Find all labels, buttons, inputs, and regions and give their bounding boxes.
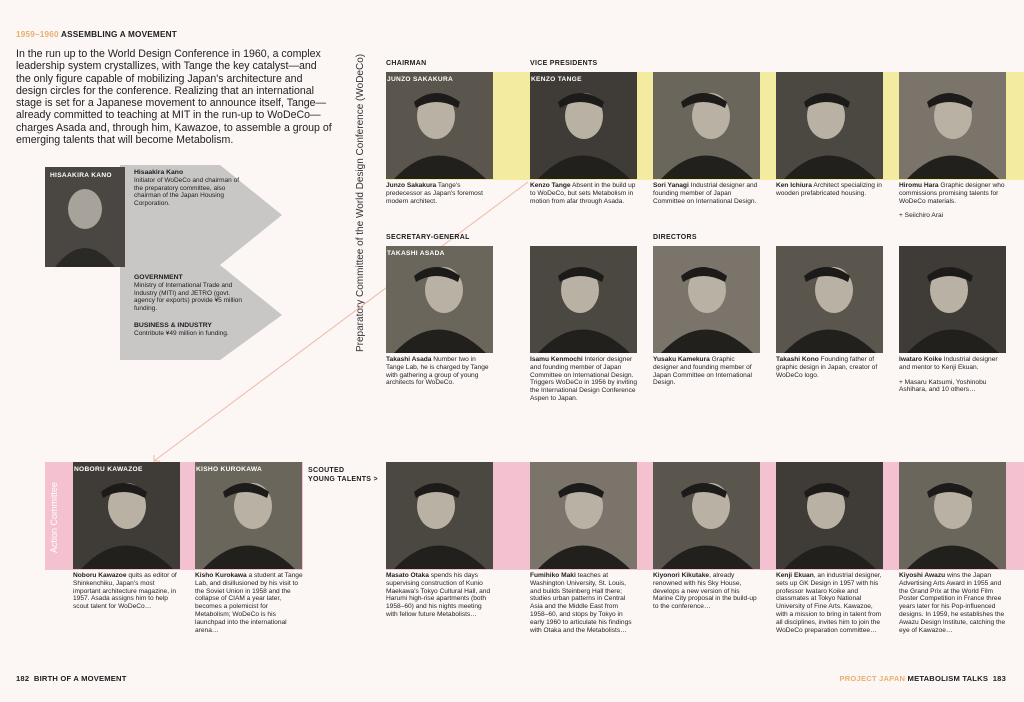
caption-row2-4 <box>899 356 1007 394</box>
business-title: BUSINESS & INDUSTRY <box>134 322 212 329</box>
caption-row1-4 <box>899 182 1007 220</box>
caption-text: teaches at Washington University, St. Louis, and builds Steinberg Hall there; studies urban patterns in Central Asia and the Middle East from 1958–60, and stops by Tokyo in early 1960 to articulate his findings with Otaka and the Metabolists… <box>530 572 632 634</box>
tag-action-1: KISHO KUROKAWA <box>196 466 263 473</box>
caption-row1-0 <box>386 182 494 205</box>
caption-action-1 <box>195 572 303 634</box>
caption-text: Graphic designer who commissions promising talents for WoDeCo materials. <box>899 182 1005 205</box>
label-chairman: CHAIRMAN <box>386 60 427 67</box>
photo-row1-2 <box>653 72 760 179</box>
caption-name: Kisho Kurokawa <box>195 572 247 579</box>
left-running-title: BIRTH OF A MOVEMENT <box>33 674 127 683</box>
caption-row2-3 <box>776 356 884 379</box>
photo-action-1 <box>195 462 302 569</box>
label-directors: DIRECTORS <box>653 234 697 241</box>
caption-talent-0 <box>386 572 494 619</box>
caption-row1-3 <box>776 182 884 198</box>
caption-text: Number two in Tange Lab, he is charged by Tange with gathering a group of young architects for WoDeCo. <box>386 356 489 387</box>
caption-extra: + Seiichiro Arai <box>899 212 944 220</box>
caption-name: Kiyonori Kikutake <box>653 572 710 579</box>
right-page-number: 183 <box>992 674 1006 683</box>
caption-name: Isamu Kenmochi <box>530 356 583 363</box>
photo-talent-4 <box>899 462 1006 569</box>
caption-talent-3 <box>776 572 884 634</box>
caption-row2-2 <box>653 356 761 387</box>
photo-row1-3 <box>776 72 883 179</box>
section-header <box>16 30 177 39</box>
project-label: PROJECT JAPAN <box>839 674 906 683</box>
caption-text: Industrial designer and founding member of Japan Committee on International Design. <box>653 182 758 205</box>
caption-name: Kenzo Tange <box>530 182 571 189</box>
caption-row1-1 <box>530 182 638 205</box>
photo-row1-0 <box>386 72 493 179</box>
caption-text: wins the Japan Advertising Arts Award in 1955 and the Grand Prix at the World Film Poster Competition in France three years later for his Pop-influenced designs. In 1959, he establishes the Awazu Design Institute, catching the eye of Kawazoe… <box>899 572 1006 634</box>
preparatory-committee-label: Preparatory Committee of the World Design Conference (WoDeCo) <box>355 53 366 352</box>
caption-action-0 <box>73 572 181 611</box>
footer-left <box>16 674 127 683</box>
photo-row1-1 <box>530 72 637 179</box>
intro-paragraph: In the run up to the World Design Conference in 1960, a complex leadership system crystallizes, with Tange the key catalyst—and the only figure capable of mobilizing Japan's architecture and design circles for the conference. Realizing that an international stage is set for a Japanese movement to announce itself, Tange—already committed to teaching at MIT in the run-up to WoDeCo—charges Asada and, through him, Kawazoe, to assemble a group of emerging talents that will become Metabolism. <box>16 48 332 147</box>
caption-text: , already renowned with his Sky House, develops a new version of his Marine City proposal in the build-up to the conference… <box>653 572 757 611</box>
left-page-number: 182 <box>16 674 30 683</box>
caption-name: Noboru Kawazoe <box>73 572 127 579</box>
caption-name: Junzo Sakakura <box>386 182 437 189</box>
tag-action-0: NOBORU KAWAZOE <box>74 466 143 473</box>
caption-text: Industrial designer and mentor to Kenji Ekuan. <box>899 356 998 371</box>
caption-name: Kenji Ekuan <box>776 572 814 579</box>
caption-talent-4 <box>899 572 1007 634</box>
caption-name: Fumihiko Maki <box>530 572 576 579</box>
caption-text: Architect specializing in wooden prefabricated housing. <box>776 182 882 197</box>
caption-text: Graphic designer and founding member of Japan Committee on International Design. <box>653 356 752 387</box>
tag-kano: HISAAKIRA KANO <box>50 172 112 179</box>
business-text: Contribute ¥49 million in funding. <box>134 329 229 337</box>
caption-name: Hiromu Hara <box>899 182 939 189</box>
caption-name: Masato Otaka <box>386 572 429 579</box>
caption-text: quits as editor of Shinkenchiku, Japan's most important architecture magazine, in 1957. Asada assigns him to help scout talent for WoDeCo… <box>73 572 177 611</box>
photo-row2-2 <box>653 246 760 353</box>
caption-name: Yusaku Kamekura <box>653 356 710 363</box>
caption-name: Ken Ichiura <box>776 182 812 189</box>
caption-text: Tange's predecessor as Japan's foremost modern architect. <box>386 182 483 205</box>
caption-text: a student at Tange Lab, and disillusioned by his visit to the Soviet Union in 1958 and the collapse of CIAM a year later, becomes a polemicist for Metabolism; WoDeCo is his launchpad into the international arena… <box>195 572 303 634</box>
caption-name: Takashi Kono <box>776 356 819 363</box>
photo-talent-3 <box>776 462 883 569</box>
government-text: Ministry of International Trade and Industry (MITI) and JETRO (govt. agency for exports) provide ¥5 million funding. <box>134 281 243 313</box>
caption-row2-1 <box>530 356 638 403</box>
kano-name: Hisaakira Kano <box>134 169 184 176</box>
footer-right <box>839 674 1006 683</box>
photo-row2-0 <box>386 246 493 353</box>
label-scouted: SCOUTED YOUNG TALENTS > <box>308 467 378 483</box>
kano-desc: Initiator of WoDeCo and chairman of the preparatory committee, also chairman of the Japan Housing Corporation. <box>134 176 240 208</box>
caption-name: Kiyoshi Awazu <box>899 572 946 579</box>
header-years: 1959–1960 <box>16 30 59 39</box>
caption-text: Interior designer and founding member of Japan Committee on International Design. Triggers WoDeCo in 1956 by inviting the International Design Conference Aspen to Japan. <box>530 356 638 402</box>
caption-text: spends his days supervising construction of Kunio Maekawa's Tokyo Cultural Hall, and Harumi high-rise apartments (both 1958–60) and his nights meeting with fellow future Metabolists… <box>386 572 491 618</box>
photo-row2-4 <box>899 246 1006 353</box>
caption-talent-2 <box>653 572 761 611</box>
photo-row1-4 <box>899 72 1006 179</box>
caption-extra: + Masaru Katsumi, Yoshinobu Ashihara, and 10 others… <box>899 378 987 394</box>
header-title: ASSEMBLING A MOVEMENT <box>60 30 177 39</box>
action-committee-label: Action Committee <box>49 481 59 554</box>
caption-name: Takashi Asada <box>386 356 432 363</box>
caption-row1-2 <box>653 182 761 205</box>
photo-action-0 <box>73 462 180 569</box>
government-title: GOVERNMENT <box>134 274 183 281</box>
caption-row2-0 <box>386 356 494 387</box>
label-vice-presidents: VICE PRESIDENTS <box>530 60 598 67</box>
caption-text: Founding father of graphic design in Japan, creator of WoDeCo logo. <box>776 356 878 379</box>
photo-kano <box>45 167 125 267</box>
label-secretary-general: SECRETARY-GENERAL <box>386 234 470 241</box>
photo-talent-0 <box>386 462 493 569</box>
tag-row1-1: KENZO TANGE <box>531 76 582 83</box>
caption-text: Absent in the build up to WoDeCo, but sets Metabolism in motion from afar through Asada. <box>530 182 636 205</box>
right-running-title: METABOLISM TALKS <box>907 674 989 683</box>
caption-name: Sori Yanagi <box>653 182 689 189</box>
caption-talent-1 <box>530 572 638 634</box>
tag-row1-0: JUNZO SAKAKURA <box>387 76 454 83</box>
tag-row2-0: TAKASHI ASADA <box>387 250 445 257</box>
caption-text: , an industrial designer, sets up GK Design in 1957 with his professor Iwataro Koike and classmates at Tokyo National University of Fine Arts. Kawazoe, with a mission to bring in talent from all disciplines, invites him to join the WoDeCo preparation committee… <box>776 572 882 634</box>
photo-talent-2 <box>653 462 760 569</box>
photo-talent-1 <box>530 462 637 569</box>
caption-name: Iwataro Koike <box>899 356 942 363</box>
photo-row2-3 <box>776 246 883 353</box>
photo-row2-1 <box>530 246 637 353</box>
